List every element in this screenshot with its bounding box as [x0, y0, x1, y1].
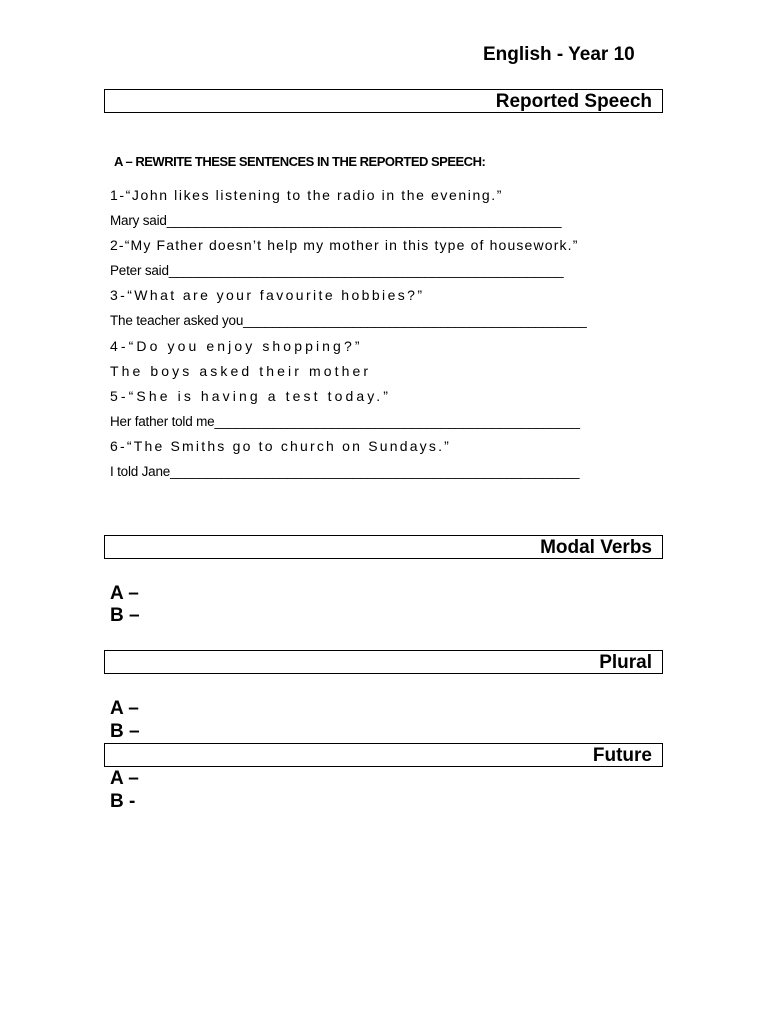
answer-line-5: Her father told me__________________________________________________	[110, 414, 580, 429]
modal-verbs-item-a: A –	[110, 583, 139, 604]
future-item-a: A –	[110, 768, 139, 789]
future-item-b: B -	[110, 791, 136, 812]
plural-item-a: A –	[110, 698, 139, 719]
answer-line-1: Mary said______________________________________________________	[110, 213, 562, 228]
question-6: 6-“The Smiths go to church on Sundays.”	[110, 438, 452, 454]
section-box-modal-verbs	[104, 535, 663, 559]
section-box-reported-speech	[104, 89, 663, 113]
section-title-modal-verbs: Modal Verbs	[540, 537, 652, 558]
answer-line-2: Peter said______________________________________________________	[110, 263, 564, 278]
question-1: 1-“John likes listening to the radio in the evening.”	[110, 187, 503, 203]
section-box-future	[104, 743, 663, 767]
answer-line-4: The boys asked their mother	[110, 363, 372, 379]
section-title-plural: Plural	[599, 652, 652, 673]
section-title-reported-speech: Reported Speech	[495, 91, 652, 112]
question-5: 5-“She is having a test today.”	[110, 388, 392, 404]
question-4: 4-“Do you enjoy shopping?”	[110, 338, 363, 354]
section-box-plural	[104, 650, 663, 674]
modal-verbs-item-b: B –	[110, 605, 140, 626]
question-3: 3-“What are your favourite hobbies?”	[110, 287, 425, 303]
section-title-future: Future	[592, 745, 652, 766]
answer-line-6: I told Jane________________________________________________________	[110, 464, 580, 479]
page-header-title: English - Year 10	[483, 44, 635, 65]
plural-item-b: B –	[110, 721, 140, 742]
exercise-instruction: A – REWRITE THESE SENTENCES IN THE REPORTED SPEECH:	[114, 154, 486, 169]
answer-line-3: The teacher asked you_______________________________________________	[110, 313, 587, 328]
question-2: 2-“My Father doesn’t help my mother in this type of housework.”	[110, 237, 579, 253]
